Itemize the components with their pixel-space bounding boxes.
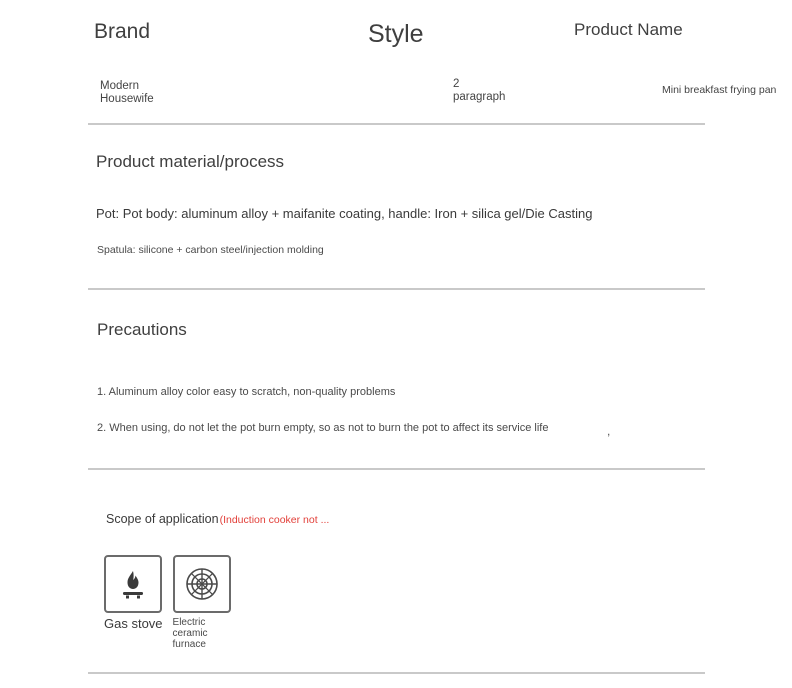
divider-1 [88,123,705,125]
precautions-section-heading: Precautions [97,320,187,339]
spec-column-value: Mini breakfast frying pan [662,84,777,96]
electric-ceramic-furnace-icon [173,555,231,613]
material-line-pot: Pot: Pot body: aluminum alloy + maifanite coating, handle: Iron + silica gel/Die Casting [96,206,593,221]
precautions-trailing-mark: , [607,424,611,438]
gas-stove-icon [104,555,162,613]
cooktop-item-electric-ceramic-furnace [173,555,235,650]
material-section-heading: Product material/process [96,152,285,171]
scope-note: (Induction cooker not ... [219,514,330,526]
material-line-spatula: Spatula: silicone + carbon steel/injection molding [97,244,324,256]
spec-column-title: Product Name [574,20,683,39]
spec-column-title: Style [368,20,424,48]
spec-column-product-name [574,20,777,96]
cooktop-caption: Gas stove [104,616,163,631]
scope-of-application-row [106,512,329,526]
divider-2 [88,288,705,290]
precaution-item-2: 2. When using, do not let the pot burn empty, so as not to burn the pot to affect its service life [97,422,549,434]
compatible-cooktop-icons [104,555,245,650]
spec-column-value: Modern Housewife [100,80,154,106]
spec-column-value: 2 paragraph [453,78,506,104]
divider-3 [88,468,705,470]
spec-column-title: Brand [94,20,151,43]
spec-column-style [368,20,548,104]
spec-column-brand [94,20,274,106]
scope-label: Scope of application [106,512,219,526]
cooktop-caption: Electric ceramic furnace [172,617,208,650]
spec-header-row [88,20,777,120]
divider-4 [88,672,705,674]
precaution-item-1: 1. Aluminum alloy color easy to scratch, non-quality problems [97,386,396,398]
cooktop-item-gas-stove [104,555,163,631]
